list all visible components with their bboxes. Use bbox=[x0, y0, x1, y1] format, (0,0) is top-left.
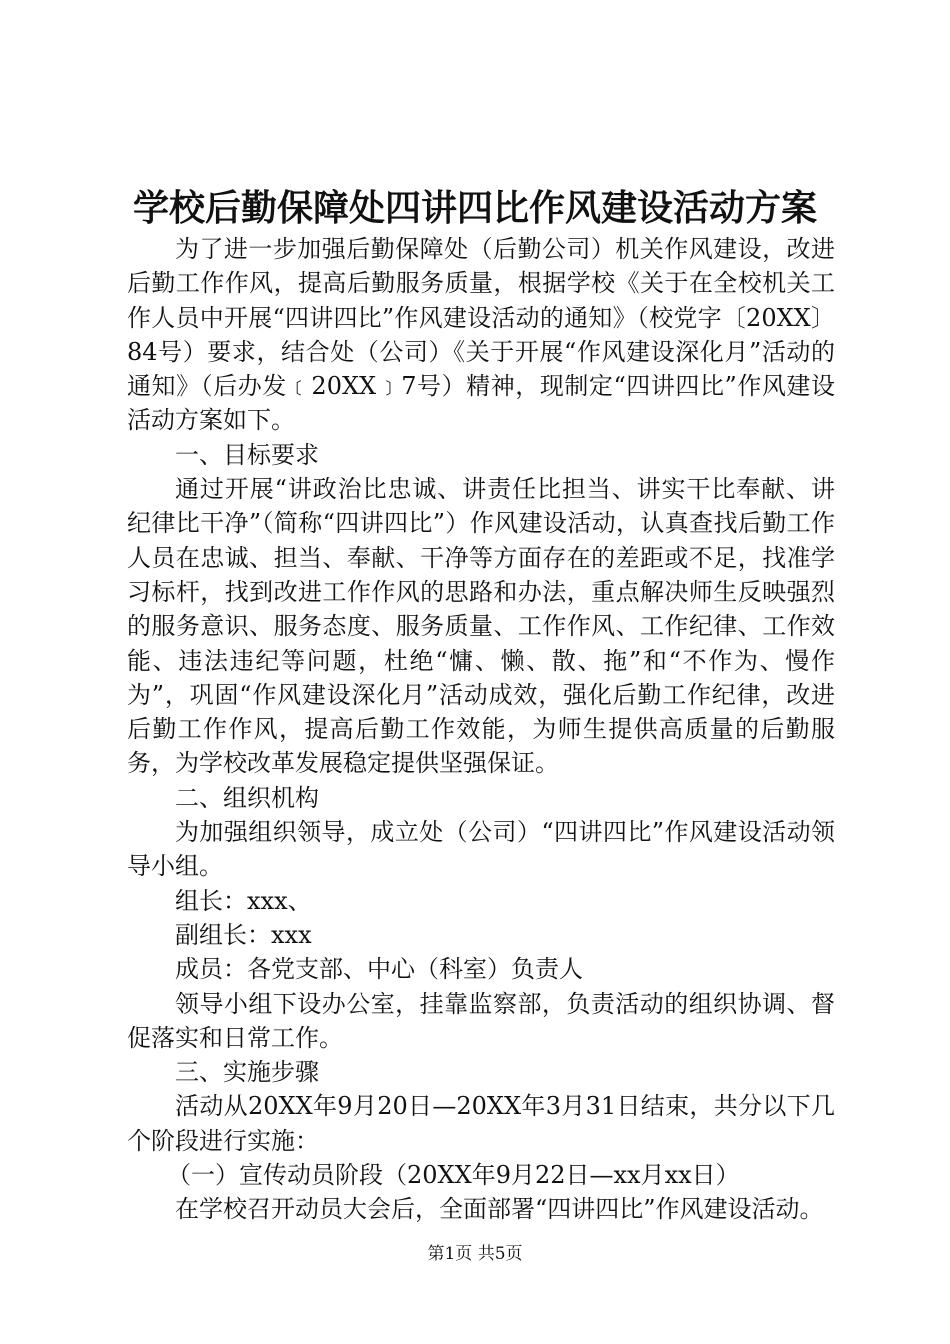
intro-paragraph: 为了进一步加强后勤保障处（后勤公司）机关作风建设，改进后勤工作作风，提高后勤服务质量，根据学校《关于在全校机关工作人员中开展“四讲四比”作风建设活动的通知》（校党字〔20XX〕84号）要求，结合处（公司）《关于开展“作风建设深化月”活动的通知》（后办发﹝20XX﹞7号）精神，现制定“四讲四比”作风建设活动方案如下。 bbox=[127, 235, 835, 435]
organization-paragraph: 为加强组织领导，成立处（公司）“四讲四比”作风建设活动领导小组。 bbox=[127, 818, 835, 881]
stage-one-heading: （一）宣传动员阶段（20XX年9月22日—xx月xx日） bbox=[167, 1161, 740, 1190]
section-heading-steps: 三、实施步骤 bbox=[175, 1058, 319, 1087]
office-paragraph: 领导小组下设办公室，挂靠监察部，负责活动的组织协调、督促落实和日常工作。 bbox=[127, 989, 835, 1052]
goals-paragraph: 通过开展“讲政治比忠诚、讲责任比担当、讲实干比奉献、讲纪律比干净”（简称“四讲四比”）作风建设活动，认真查找后勤工作人员在忠诚、担当、奉献、干净等方面存在的差距或不足，找准学习标杆，找到改进工作作风的思路和办法，重点解决师生反映强烈的服务意识、服务态度、服务质量、工作作风、工作纪律、工作效能、违法违纪等问题，杜绝“慵、懒、散、拖”和“不作为、慢作为”，巩固“作风建设深化月”活动成效，强化后勤工作纪律，改进后勤工作作风，提高后勤工作效能，为师生提供高质量的后勤服务，为学校改革发展稳定提供坚强保证。 bbox=[127, 475, 835, 778]
deputy-leader-line: 副组长：xxx bbox=[175, 920, 312, 949]
document-body bbox=[127, 232, 835, 1227]
leader-line: 组长：xxx、 bbox=[175, 886, 312, 915]
stage-one-paragraph: 在学校召开动员大会后，全面部署“四讲四比”作风建设活动。 bbox=[175, 1195, 824, 1224]
page-footer: 第1页 共5页 bbox=[427, 1244, 523, 1264]
document-title: 学校后勤保障处四讲四比作风建设活动方案 bbox=[132, 187, 817, 229]
section-heading-organization: 二、组织机构 bbox=[175, 783, 319, 812]
steps-paragraph: 活动从20XX年9月20日—20XX年3月31日结束，共分以下几个阶段进行实施： bbox=[127, 1092, 835, 1155]
section-heading-goals: 一、目标要求 bbox=[175, 440, 319, 469]
members-line: 成员：各党支部、中心（科室）负责人 bbox=[175, 955, 583, 984]
